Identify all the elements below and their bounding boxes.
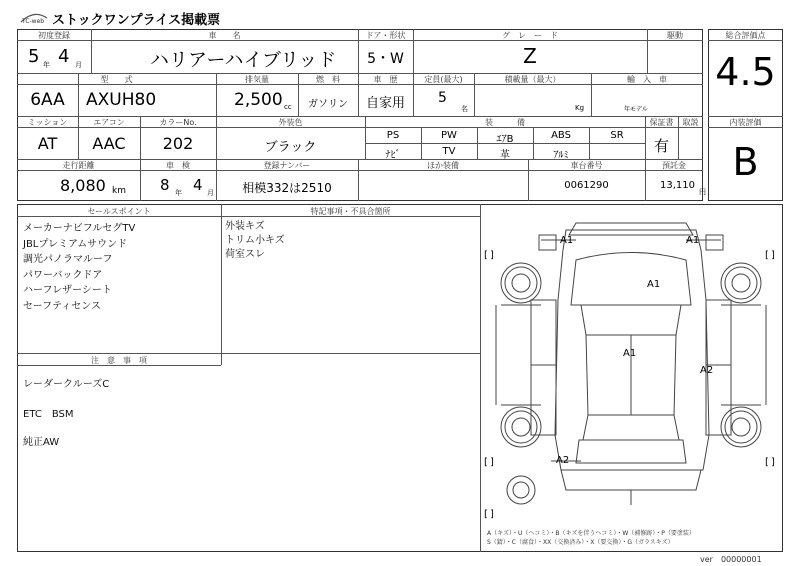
import-label: 輸 入 車	[627, 75, 667, 84]
capacity-unit: 名	[461, 105, 468, 113]
equip-leather: 革	[500, 150, 510, 161]
insp-year: 8	[160, 176, 170, 194]
capacity-label: 定員(最大)	[424, 75, 463, 84]
plate-label: 登録ナンバー	[263, 161, 311, 170]
insp-year-unit: 年	[175, 189, 182, 197]
exterior-color-label: 外装色	[278, 118, 303, 127]
tc-web-logo	[19, 10, 49, 24]
notes-list	[225, 220, 285, 262]
list-item: レーダークルーズC	[23, 379, 110, 390]
list-item: 調光パノラマルーフ	[23, 254, 113, 265]
car-name: ハリアーハイブリッド	[150, 49, 337, 71]
model-code: AXUH80	[86, 90, 157, 110]
list-item: 純正AW	[23, 437, 60, 448]
list-item: トリム小キズ	[225, 235, 285, 246]
fuel-value: ガソリン	[308, 99, 348, 110]
model-prefix: 6AA	[30, 90, 65, 110]
door-shape: 5・W	[367, 51, 404, 67]
insp-month-unit: 月	[207, 189, 214, 197]
equip-abs: ABS	[551, 130, 571, 141]
manual-label: 取説	[682, 118, 699, 127]
color-no-value: 202	[162, 134, 194, 153]
bracket-mark: ]	[771, 250, 775, 261]
displacement-value: 2,500	[234, 90, 283, 110]
list-item: JBLプレミアムサウンド	[23, 238, 128, 250]
chassis-value: 0061290	[564, 180, 609, 191]
list-item: ハーフレザーシート	[23, 285, 112, 296]
interior-score-label: 内装評価	[729, 118, 762, 127]
other-equip-label: ほか装備	[427, 161, 459, 170]
equip-alumi: ｱﾙﾐ	[553, 150, 569, 161]
page-title: ストックワンプライス掲載票	[52, 13, 221, 28]
grade-value: Z	[523, 44, 537, 68]
damage-mark-a1: A1	[560, 235, 574, 246]
load-unit: Kg	[575, 104, 585, 112]
legend-line: S（錆）・C（腐食）・XX（交換済み）・X（要交換）・G（ガラスキズ）	[487, 539, 674, 546]
plate-value: 相模332は2510	[242, 181, 332, 195]
sales-points-list	[23, 221, 135, 314]
bracket-mark: ]	[490, 509, 494, 520]
damage-mark-a2: A2	[556, 455, 570, 466]
bracket-mark: [	[765, 457, 769, 468]
bracket-mark: [	[484, 509, 488, 520]
history-label: 車 歴	[373, 75, 398, 84]
door-label: ドア・形状	[365, 31, 406, 40]
list-item: パワーバックドア	[23, 269, 103, 281]
reg-year: 5	[28, 46, 40, 67]
bracket-mark: ]	[490, 250, 494, 261]
damage-mark-a1: A1	[686, 235, 700, 246]
fuel-label: 燃 料	[316, 75, 340, 84]
bracket-mark: [	[484, 457, 488, 468]
history-value: 自家用	[365, 96, 405, 111]
import-model-unit: 年モデル	[624, 106, 648, 113]
list-item: 外装キズ	[225, 221, 265, 232]
color-no-label: カラーNo.	[159, 118, 197, 127]
warranty-label: 保証書	[649, 118, 674, 127]
list-item: セーフティセンス	[23, 300, 101, 312]
notes-header-label: 特記事項・不具合箇所	[310, 207, 391, 216]
aircon-value: AAC	[92, 134, 126, 153]
equip-sr: SR	[610, 130, 624, 141]
aircon-label: エアコン	[93, 118, 125, 127]
bracket-mark: ]	[490, 457, 494, 468]
deposit-unit: 円	[699, 188, 706, 196]
mission-value: AT	[37, 134, 58, 153]
interior-score-value: B	[732, 140, 759, 184]
version-label: ver 00000001	[700, 555, 762, 564]
total-score-value: 4.5	[715, 50, 776, 94]
insp-month: 4	[193, 176, 203, 194]
first-reg-label: 初度登録	[38, 31, 70, 40]
model-label: 型 式	[100, 75, 133, 84]
damage-mark-a2: A2	[700, 365, 714, 376]
damage-mark-a1: A1	[623, 348, 637, 359]
caution-label: 注 意 事 項	[91, 356, 147, 365]
total-score-label: 総合評価点	[725, 31, 766, 40]
chassis-label: 車台番号	[570, 161, 603, 170]
exterior-color-value: ブラック	[264, 140, 317, 155]
legend-line: A（キズ）・U（ヘコミ）・B（キズを伴うヘコミ）・W（補修跡）・P（要塗装）	[487, 530, 695, 537]
svg-text:TC-web: TC-web	[22, 18, 45, 25]
list-item: メーカーナビフルセグTV	[23, 223, 136, 234]
list-item: 荷室スレ	[225, 249, 265, 260]
list-item: ETC BSM	[23, 409, 74, 420]
load-label: 積載量（最大）	[504, 75, 561, 84]
reg-month-unit: 月	[75, 61, 82, 69]
bracket-mark: [	[765, 250, 769, 261]
equip-tv: TV	[442, 146, 456, 157]
drive-label: 駆動	[667, 31, 683, 40]
mission-label: ミッション	[27, 118, 68, 127]
sales-points-label: セールスポイント	[87, 207, 151, 216]
bracket-mark: [	[484, 250, 488, 261]
bracket-mark: ]	[771, 457, 775, 468]
deposit-value: 13,110	[660, 180, 695, 191]
equipment-label: 装 備	[485, 118, 525, 127]
warranty-value: 有	[653, 137, 669, 155]
displacement-label: 排気量	[245, 75, 269, 84]
capacity-value: 5	[438, 90, 447, 106]
displacement-unit: cc	[284, 103, 292, 111]
equip-pw: PW	[441, 130, 457, 141]
inspection-label: 車 検	[166, 161, 190, 170]
car-condition-diagram	[481, 205, 782, 551]
grade-label: グ レ ー ド	[502, 31, 558, 40]
deposit-label: 預託金	[662, 161, 686, 170]
equip-airbag: ｴｱB	[496, 134, 514, 145]
equip-ps: PS	[386, 130, 400, 141]
mileage-unit: km	[112, 186, 126, 196]
mileage-label: 走行距離	[62, 161, 95, 170]
damage-mark-a1: A1	[647, 279, 661, 290]
reg-year-unit: 年	[43, 61, 50, 69]
reg-month: 4	[58, 46, 70, 67]
equip-navi: ﾅﾋﾞ	[385, 150, 401, 161]
car-name-label: 車 名	[208, 31, 241, 40]
mileage-value: 8,080	[60, 176, 106, 195]
